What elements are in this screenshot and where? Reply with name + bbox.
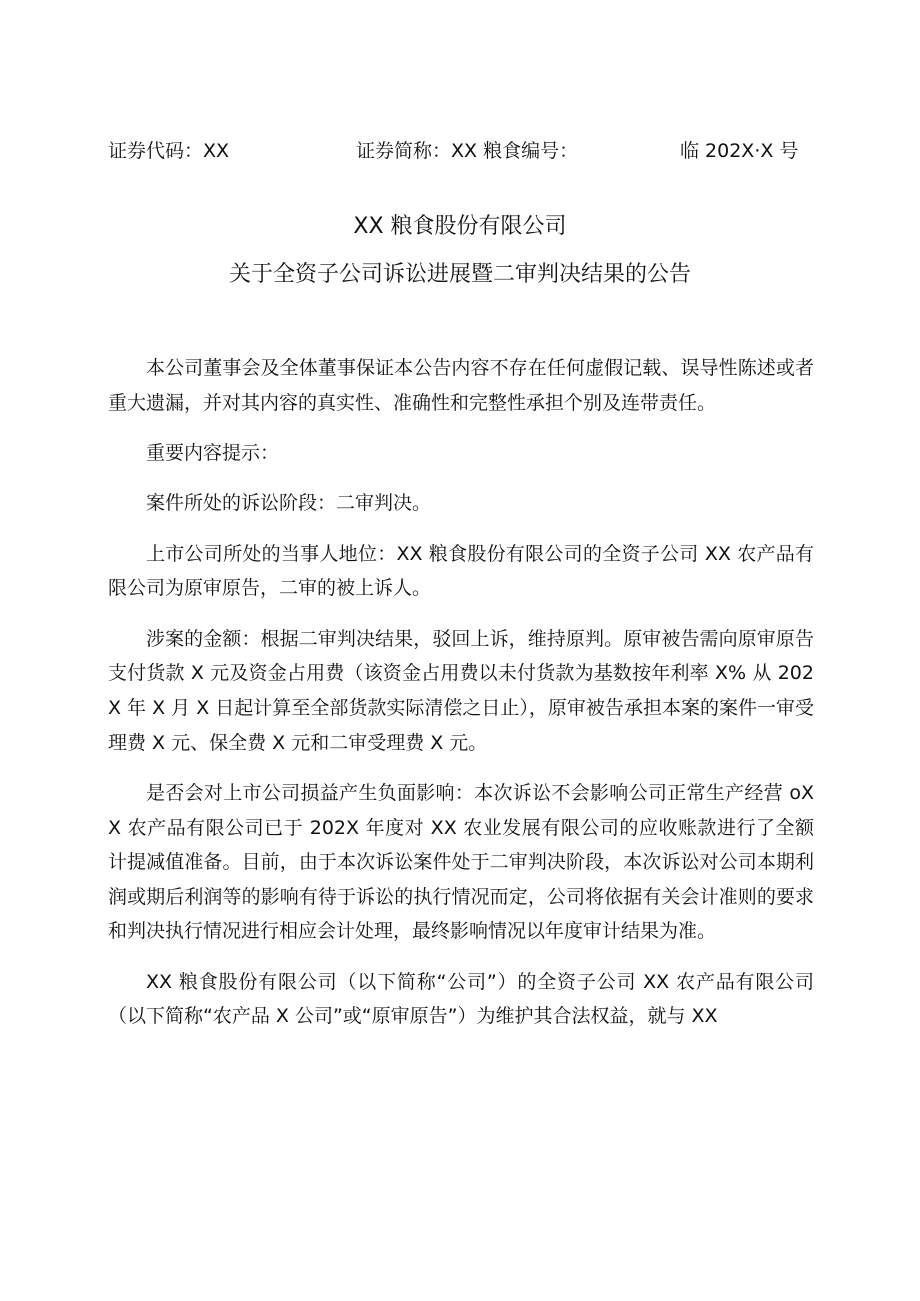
- party-status-paragraph: 上市公司所处的当事人地位：XX 粮食股份有限公司的全资子公司 XX 农产品有限公司为原审原告，二审的被上诉人。: [108, 542, 814, 600]
- background-paragraph: XX 粮食股份有限公司（以下简称“公司”）的全资子公司 XX 农产品有限公司（以下简称“农产品 X 公司”或“原审原告”）为维护其合法权益，就与 XX: [108, 970, 814, 1028]
- stock-code: 证券代码：XX: [108, 140, 230, 162]
- stock-abbreviation: 证券简称：XX 粮食编号：: [356, 140, 579, 162]
- disclaimer-paragraph: 本公司董事会及全体董事保证本公告内容不存在任何虚假记载、误导性陈述或者重大遗漏，并对其内容的真实性、准确性和完整性承担个别及连带责任。: [108, 357, 814, 414]
- announcement-body: [108, 351, 814, 1034]
- amount-involved-paragraph: 涉案的金额：根据二审判决结果，驳回上诉，维持原判。原审被告需向原审原告支付货款 X 元及资金占用费（该资金占用费以未付货款为基数按年利率 X% 从 202X 年 X 月 X 日起计算至全部货款实际清偿之日止），原审被告承担本案的案件一审受理费 X 元、保全费 X 元和二审受理费 X 元。: [108, 627, 814, 754]
- announcement-title: 关于全资子公司诉讼进展暨二审判决结果的公告: [228, 262, 691, 287]
- litigation-stage-paragraph: 案件所处的诉讼阶段：二审判决。: [146, 492, 432, 515]
- company-title: XX 粮食股份有限公司: [353, 214, 567, 239]
- announcement-header: [0, 136, 920, 166]
- key-points-heading: 重要内容提示：: [146, 441, 280, 464]
- impact-paragraph: 是否会对上市公司损益产生负面影响：本次诉讼不会影响公司正常生产经营 oXX 农产品有限公司已于 202X 年度对 XX 农业发展有限公司的应收账款进行了全额计提减值准备。目前，由于本次诉讼案件处于二审判决阶段，本次诉讼对公司本期利润或期后利润等的影响有待于诉讼的执行情况而定，公司将依据有关会计准则的要求和判决执行情况进行相应会计处理，最终影响情况以年度审计结果为准。: [108, 781, 814, 943]
- announcement-number: 临 202X·X 号: [680, 140, 799, 162]
